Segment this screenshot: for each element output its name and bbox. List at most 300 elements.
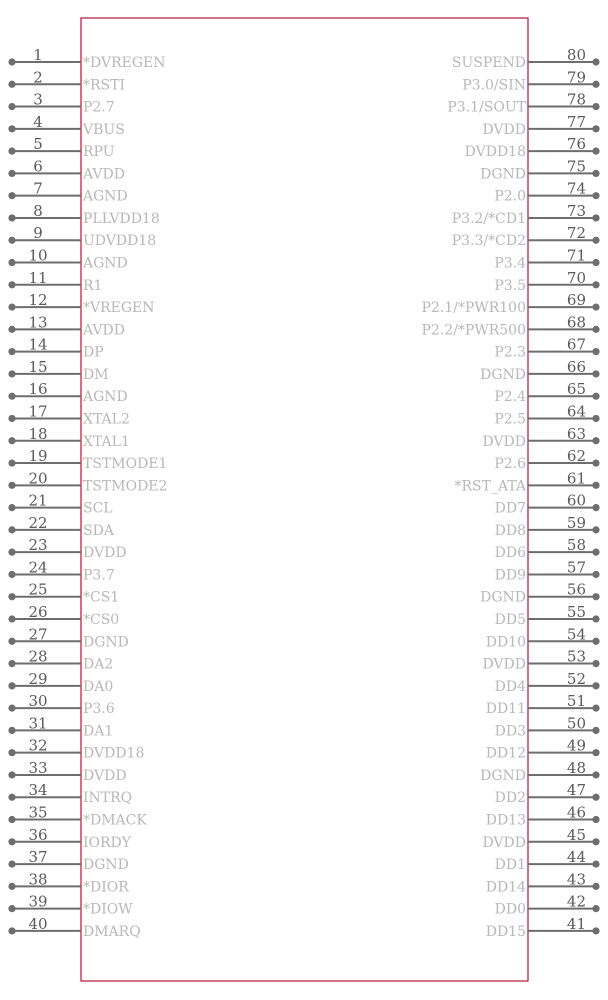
pin-3 — [8, 91, 114, 116]
pin-19 — [8, 447, 167, 472]
pin-name: DP — [83, 344, 104, 361]
pin-name: AVDD — [83, 322, 125, 339]
pin-terminal-dot — [592, 103, 599, 110]
pin-terminal-dot — [592, 816, 599, 823]
pin-55 — [495, 603, 600, 628]
pin-number: 60 — [566, 491, 586, 510]
pin-21 — [8, 492, 112, 517]
pin-57 — [495, 558, 600, 583]
pin-name: DD7 — [494, 500, 526, 517]
pin-terminal-dot — [8, 303, 15, 310]
pin-number: 58 — [566, 536, 586, 555]
pin-number: 73 — [566, 201, 586, 220]
pin-name: SDA — [83, 522, 114, 539]
pin-name: *RSTI — [83, 77, 125, 94]
pin-name: XTAL2 — [83, 411, 130, 428]
pin-number: 3 — [33, 90, 43, 109]
pin-terminal-dot — [592, 727, 599, 734]
pin-name: DGND — [480, 166, 526, 183]
pin-name: DM — [83, 366, 109, 383]
pin-name: *DIOW — [83, 901, 133, 918]
pin-terminal-dot — [592, 571, 599, 578]
pin-number: 29 — [28, 669, 48, 688]
pin-number: 78 — [566, 90, 586, 109]
pin-70 — [494, 269, 599, 294]
pin-name: P2.1/*PWR100 — [421, 300, 526, 317]
pin-number: 28 — [28, 647, 48, 666]
pin-6 — [8, 157, 125, 182]
pin-terminal-dot — [8, 615, 15, 622]
pin-name: DD11 — [485, 701, 526, 718]
pin-34 — [8, 781, 132, 806]
pin-number: 42 — [566, 892, 586, 911]
pin-7 — [8, 180, 127, 205]
pin-terminal-dot — [592, 148, 599, 155]
pin-terminal-dot — [592, 660, 599, 667]
pin-number: 43 — [566, 870, 586, 889]
pin-name: DMARQ — [83, 923, 141, 940]
pin-terminal-dot — [592, 794, 599, 801]
pin-terminal-dot — [8, 214, 15, 221]
pin-number: 46 — [566, 803, 586, 822]
pin-terminal-dot — [592, 705, 599, 712]
pin-23 — [8, 536, 126, 561]
pin-name: DVDD — [482, 834, 526, 851]
pin-number: 64 — [566, 402, 586, 421]
pin-terminal-dot — [8, 148, 15, 155]
pin-terminal-dot — [592, 771, 599, 778]
pin-2 — [8, 68, 125, 93]
pin-terminal-dot — [592, 504, 599, 511]
pin-name: P3.2/*CD1 — [451, 210, 526, 227]
pin-name: P3.5 — [494, 277, 526, 294]
pin-terminal-dot — [8, 682, 15, 689]
pin-terminal-dot — [592, 125, 599, 132]
pin-number: 20 — [28, 469, 48, 488]
pin-number: 18 — [28, 424, 48, 443]
pin-75 — [480, 157, 599, 182]
pin-number: 19 — [28, 447, 48, 466]
pin-name: DVDD — [482, 656, 526, 673]
pin-number: 48 — [566, 758, 586, 777]
pin-number: 24 — [28, 558, 48, 577]
pin-number: 44 — [566, 848, 586, 867]
pin-number: 9 — [33, 224, 43, 243]
pin-78 — [447, 91, 599, 116]
pin-number: 8 — [33, 201, 43, 220]
pin-49 — [486, 737, 600, 762]
pin-60 — [495, 492, 600, 517]
pin-name: DD4 — [494, 678, 526, 695]
pin-53 — [482, 648, 599, 673]
pin-terminal-dot — [592, 192, 599, 199]
pin-50 — [495, 714, 600, 739]
pin-number: 11 — [28, 268, 48, 287]
pin-terminal-dot — [8, 727, 15, 734]
pin-number: 53 — [566, 647, 586, 666]
pin-number: 75 — [566, 157, 586, 176]
pin-terminal-dot — [8, 660, 15, 667]
pin-terminal-dot — [592, 838, 599, 845]
pin-72 — [452, 224, 600, 249]
pin-terminal-dot — [592, 170, 599, 177]
pin-name: P2.2/*PWR500 — [421, 322, 526, 339]
pin-name: P2.4 — [494, 389, 526, 406]
pin-name: DVDD — [83, 545, 127, 562]
pin-name: DA1 — [83, 723, 114, 740]
pin-name: DD14 — [485, 879, 526, 896]
pin-number: 66 — [566, 357, 586, 376]
pin-terminal-dot — [8, 504, 15, 511]
pin-terminal-dot — [592, 259, 599, 266]
pin-number: 7 — [33, 179, 43, 198]
pin-46 — [486, 804, 600, 829]
pin-27 — [8, 625, 128, 650]
pin-name: DD0 — [494, 901, 526, 918]
pin-number: 23 — [28, 536, 48, 555]
pin-terminal-dot — [8, 192, 15, 199]
pin-29 — [8, 670, 113, 695]
pin-terminal-dot — [8, 816, 15, 823]
pin-44 — [495, 848, 600, 873]
pin-22 — [8, 514, 114, 539]
pin-terminal-dot — [8, 927, 15, 934]
pin-terminal-dot — [592, 437, 599, 444]
pin-terminal-dot — [8, 259, 15, 266]
pin-terminal-dot — [8, 638, 15, 645]
pin-number: 52 — [566, 669, 586, 688]
pin-terminal-dot — [592, 682, 599, 689]
pin-name: *CS1 — [83, 589, 120, 606]
pin-terminal-dot — [592, 860, 599, 867]
component-body — [81, 18, 528, 981]
pin-number: 25 — [28, 580, 48, 599]
pin-name: SUSPEND — [451, 55, 526, 71]
pin-terminal-dot — [592, 482, 599, 489]
pin-31 — [8, 714, 113, 739]
pin-65 — [494, 380, 599, 405]
pin-number: 13 — [28, 313, 48, 332]
pin-name: SCL — [83, 500, 113, 517]
pin-name: DD13 — [485, 812, 526, 829]
pin-41 — [486, 915, 600, 940]
pin-number: 56 — [566, 580, 586, 599]
pin-name: P2.5 — [494, 411, 526, 428]
pin-terminal-dot — [592, 393, 599, 400]
pin-number: 2 — [33, 68, 43, 87]
pin-17 — [8, 402, 129, 427]
pin-number: 50 — [566, 714, 586, 733]
pin-number: 31 — [28, 714, 48, 733]
pin-name: DGND — [83, 634, 129, 651]
pin-number: 49 — [566, 736, 586, 755]
pin-name: *RST_ATA — [454, 478, 526, 495]
pin-terminal-dot — [592, 749, 599, 756]
pin-28 — [8, 648, 113, 673]
pin-name: *DMACK — [83, 812, 147, 829]
pin-number: 16 — [28, 380, 48, 399]
pin-name: DD10 — [485, 634, 526, 651]
pin-11 — [8, 269, 102, 294]
pin-64 — [494, 402, 599, 427]
pin-name: P3.4 — [494, 255, 526, 272]
pin-number: 5 — [33, 135, 43, 154]
pin-name: DD5 — [494, 612, 526, 628]
pin-terminal-dot — [8, 281, 15, 288]
pin-number: 35 — [28, 803, 48, 822]
pin-terminal-dot — [8, 860, 15, 867]
pin-terminal-dot — [592, 303, 599, 310]
pin-terminal-dot — [592, 58, 599, 65]
pin-number: 74 — [566, 179, 586, 198]
pin-number: 68 — [566, 313, 586, 332]
pin-name: DD3 — [494, 723, 526, 740]
pin-56 — [480, 581, 599, 606]
pin-terminal-dot — [8, 348, 15, 355]
pin-name: IORDY — [83, 834, 132, 851]
pin-name: DGND — [480, 589, 526, 606]
pin-number: 79 — [566, 68, 586, 87]
pin-47 — [495, 781, 600, 806]
pin-name: DD9 — [494, 567, 526, 584]
pin-name: UDVDD18 — [83, 233, 157, 250]
pin-name: DD12 — [485, 745, 526, 762]
pin-36 — [8, 826, 131, 851]
pin-terminal-dot — [592, 214, 599, 221]
pin-name: DGND — [480, 366, 526, 383]
pin-16 — [8, 380, 127, 405]
pin-number: 63 — [566, 424, 586, 443]
pin-terminal-dot — [8, 459, 15, 466]
pin-66 — [480, 358, 599, 383]
pin-number: 1 — [33, 46, 43, 64]
pin-14 — [8, 336, 103, 361]
pin-number: 33 — [28, 758, 48, 777]
pin-number: 54 — [566, 625, 586, 644]
pin-number: 59 — [566, 513, 586, 532]
pin-name: TSTMODE2 — [83, 478, 168, 495]
pin-67 — [494, 336, 599, 361]
pin-4 — [8, 113, 124, 138]
pin-name: P3.7 — [83, 567, 115, 584]
pin-51 — [486, 692, 600, 717]
pin-54 — [486, 625, 600, 650]
pin-26 — [8, 603, 119, 628]
pin-terminal-dot — [8, 81, 15, 88]
pin-40 — [8, 915, 140, 940]
pin-name: P3.0/SIN — [462, 77, 526, 94]
pin-name: TSTMODE1 — [83, 456, 168, 473]
pin-terminal-dot — [8, 526, 15, 533]
pin-52 — [495, 670, 600, 695]
pin-39 — [8, 893, 133, 918]
pin-37 — [8, 848, 128, 873]
pin-terminal-dot — [8, 370, 15, 377]
pin-number: 30 — [28, 692, 48, 711]
pin-name: DGND — [480, 767, 526, 784]
pin-number: 10 — [28, 246, 48, 265]
pin-48 — [480, 759, 599, 784]
pin-number: 41 — [566, 914, 586, 933]
pin-number: 27 — [28, 625, 48, 644]
pin-number: 39 — [28, 892, 48, 911]
pin-number: 61 — [566, 469, 586, 488]
pin-terminal-dot — [8, 326, 15, 333]
pin-terminal-dot — [592, 459, 599, 466]
pin-name: AGND — [83, 188, 128, 205]
pin-name: RPU — [83, 144, 115, 161]
pin-name: DVDD — [83, 767, 127, 784]
pin-number: 32 — [28, 736, 48, 755]
pin-terminal-dot — [8, 705, 15, 712]
pin-name: AGND — [83, 389, 128, 406]
pin-name: AGND — [83, 255, 128, 272]
pin-terminal-dot — [8, 838, 15, 845]
pin-35 — [8, 804, 147, 829]
pin-number: 47 — [566, 781, 586, 800]
pin-terminal-dot — [592, 415, 599, 422]
pin-name: P2.7 — [83, 99, 115, 116]
pin-number: 57 — [566, 558, 586, 577]
pin-number: 4 — [33, 112, 43, 131]
pin-terminal-dot — [8, 237, 15, 244]
pin-name: DVDD — [482, 433, 526, 450]
pin-number: 12 — [28, 291, 48, 310]
pin-name: XTAL1 — [83, 433, 130, 450]
pin-name: PLLVDD18 — [83, 210, 160, 227]
pin-80 — [452, 46, 600, 71]
pin-79 — [462, 68, 599, 93]
pin-terminal-dot — [8, 103, 15, 110]
pin-45 — [482, 826, 599, 851]
pin-59 — [495, 514, 600, 539]
pin-number: 51 — [566, 692, 586, 711]
pin-terminal-dot — [592, 638, 599, 645]
pin-number: 17 — [28, 402, 48, 421]
pin-number: 37 — [28, 848, 48, 867]
pin-terminal-dot — [592, 281, 599, 288]
pin-number: 67 — [566, 335, 586, 354]
pin-number: 15 — [28, 357, 48, 376]
pin-name: DD2 — [494, 790, 526, 807]
pin-71 — [494, 247, 599, 272]
pin-terminal-dot — [8, 437, 15, 444]
pin-69 — [422, 291, 600, 316]
pin-name: *DIOR — [83, 879, 129, 896]
pin-1 — [8, 46, 165, 71]
pin-terminal-dot — [592, 927, 599, 934]
pin-number: 76 — [566, 135, 586, 154]
pin-number: 34 — [28, 781, 48, 800]
pin-number: 45 — [566, 825, 586, 844]
pin-terminal-dot — [8, 393, 15, 400]
pin-5 — [8, 135, 114, 160]
pin-name: P2.6 — [494, 456, 526, 473]
pin-name: *DVREGEN — [83, 55, 166, 71]
pin-number: 71 — [566, 246, 586, 265]
pin-74 — [494, 180, 599, 205]
pin-terminal-dot — [8, 749, 15, 756]
pin-name: DVDD18 — [464, 144, 526, 161]
pin-number: 14 — [28, 335, 48, 354]
pin-terminal-dot — [592, 370, 599, 377]
pin-terminal-dot — [592, 348, 599, 355]
pin-name: DD8 — [494, 522, 526, 539]
pin-name: *CS0 — [83, 612, 120, 628]
pin-name: DD1 — [494, 857, 526, 874]
pin-name: P2.3 — [494, 344, 526, 361]
pin-terminal-dot — [592, 237, 599, 244]
pin-number: 22 — [28, 513, 48, 532]
pin-24 — [8, 558, 114, 583]
pin-terminal-dot — [592, 549, 599, 556]
pin-18 — [8, 425, 129, 450]
pin-9 — [8, 224, 156, 249]
pin-number: 77 — [566, 112, 586, 131]
pin-number: 80 — [566, 46, 586, 64]
pin-terminal-dot — [8, 883, 15, 890]
pin-62 — [494, 447, 599, 472]
right-pin-group — [422, 46, 600, 940]
pin-terminal-dot — [592, 905, 599, 912]
pin-name: AVDD — [83, 166, 125, 183]
pin-name: P3.6 — [83, 701, 115, 718]
pin-name: P3.1/SOUT — [447, 99, 526, 116]
pin-30 — [8, 692, 114, 717]
pin-name: INTRQ — [83, 790, 133, 807]
pin-10 — [8, 247, 127, 272]
pin-20 — [8, 469, 167, 494]
pin-terminal-dot — [592, 526, 599, 533]
pin-76 — [465, 135, 600, 160]
pin-number: 55 — [566, 603, 586, 621]
pin-name: P3.3/*CD2 — [451, 233, 526, 250]
pin-number: 36 — [28, 825, 48, 844]
pin-58 — [495, 536, 600, 561]
pin-terminal-dot — [8, 415, 15, 422]
pin-terminal-dot — [8, 549, 15, 556]
pin-25 — [8, 581, 119, 606]
pin-42 — [495, 893, 600, 918]
pin-name: DD6 — [494, 545, 526, 562]
pin-number: 70 — [566, 268, 586, 287]
pin-68 — [422, 313, 600, 338]
pin-77 — [482, 113, 599, 138]
pin-terminal-dot — [8, 794, 15, 801]
pin-32 — [8, 737, 144, 762]
pin-name: DGND — [83, 857, 129, 874]
pin-terminal-dot — [592, 883, 599, 890]
pin-terminal-dot — [8, 170, 15, 177]
pin-73 — [452, 202, 600, 227]
pin-name: P2.0 — [494, 188, 526, 205]
pin-terminal-dot — [8, 571, 15, 578]
pin-terminal-dot — [8, 482, 15, 489]
pin-name: R1 — [83, 277, 103, 294]
pin-terminal-dot — [8, 771, 15, 778]
left-pin-group — [8, 46, 167, 940]
pin-number: 26 — [28, 603, 48, 621]
pin-number: 72 — [566, 224, 586, 243]
pin-63 — [482, 425, 599, 450]
pin-name: DA2 — [83, 656, 114, 673]
pin-61 — [455, 469, 600, 494]
pin-number: 69 — [566, 291, 586, 310]
pin-13 — [8, 313, 125, 338]
pin-38 — [8, 870, 129, 895]
pin-terminal-dot — [8, 593, 15, 600]
pin-8 — [8, 202, 159, 227]
